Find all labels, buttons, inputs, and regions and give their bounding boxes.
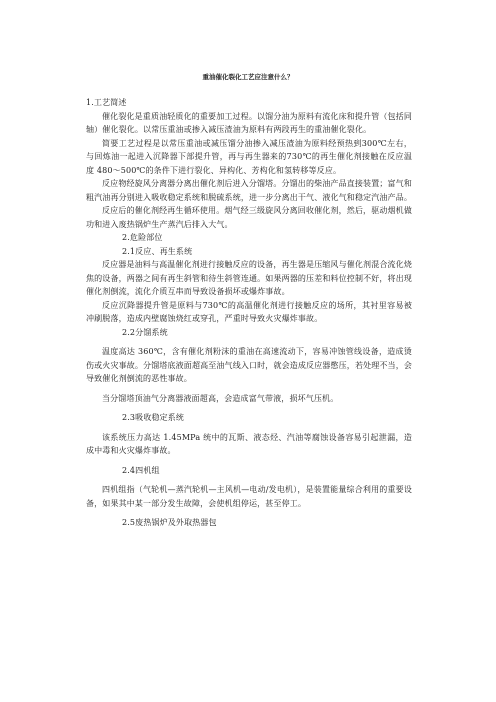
paragraph: 温度高达 360℃，含有催化剂粉沫的重油在高速流动下，容易冲蚀管线设备，造成烫伤或火灾事故。分馏塔底液面超高至油气线入口时，就会造成反应器憋压，若处理不当，会导致催化剂倒流的恶性事故。 — [86, 347, 412, 383]
paragraph: 反应物经旋风分离器分离出催化剂后进入分馏塔。分馏出的柴油产品直接装置；富气和粗汽油再分别进入吸收稳定系统和脱硫系统，进一步分离出干气、液化气和稳定汽油产品。 — [86, 179, 412, 202]
paragraph: 1.工艺简述 — [86, 98, 127, 107]
section-heading: 2.2分馏系统 — [122, 327, 168, 337]
document-title: 重油催化裂化工艺应注意什么？ — [202, 73, 294, 81]
paragraph: 四机组指（气轮机—蒸汽轮机—主风机—电动/发电机），是装置能量综合利用的重要设备，如果其中某一部分发生故障，会使机组停运，甚至停工。 — [86, 485, 412, 508]
paragraph: 当分馏塔顶油气分离器液面超高，会造成富气带液，损坏气压机。 — [102, 393, 339, 403]
paragraph: 反应沉降器提升管是原料与730℃的高温催化剂进行接触反应的场所，其衬里容易被冲刷脱落，造成内壁腐蚀烧红或穿孔，严重时导致火灾爆炸事故。 — [86, 300, 412, 323]
section-heading: 2.4四机组 — [122, 465, 160, 475]
paragraph: 反应器是油料与高温催化剂进行接触反应的设备，再生器是压缩风与催化剂混合流化烧焦的设备，两器之间有再生斜管和待生斜管连通。如果两器的压差和料位控制不好，将出现催化剂倒流，流化介质互串而导致设备损坏或爆炸事故。 — [86, 260, 412, 296]
paragraph: 催化裂化是重质油轻质化的重要加工过程。以馏分油为原料有流化床和提升管（包括同轴）催化裂化。以常压重油或掺入减压渣油为原料有两段再生的重油催化裂化。 — [86, 111, 412, 134]
section-heading: 2.5废热锅炉及外取热器包 — [122, 518, 217, 527]
paragraph: 简要工艺过程是以常压重油或减压馏分油掺入减压渣油为原料经预热到300℃左右，与回炼油一起进入沉降器下部提升管，再与再生器来的730℃的再生催化剂接触在反应温度 480～500℃的条件下进行裂化、异构化、芳构化和氢转移等反应。 — [86, 138, 412, 175]
paragraph: 该系统压力高达 1.45MPa 统中的瓦斯、液态烃、汽油等腐蚀设备容易引起泄漏，造成中毒和火灾爆炸事故。 — [86, 432, 412, 455]
section-heading: 2.1反应、再生系统 — [122, 246, 193, 256]
section-heading: 2.危险部位 — [122, 233, 163, 242]
paragraph: 反应后的催化剂经再生循环使用。烟气经三级旋风分离回收催化剂，然后，驱动烟机做功和进入废热锅炉生产蒸汽后排入大气。 — [86, 206, 412, 229]
section-heading: 2.3吸收稳定系统 — [122, 413, 185, 422]
document-body — [86, 96, 412, 530]
